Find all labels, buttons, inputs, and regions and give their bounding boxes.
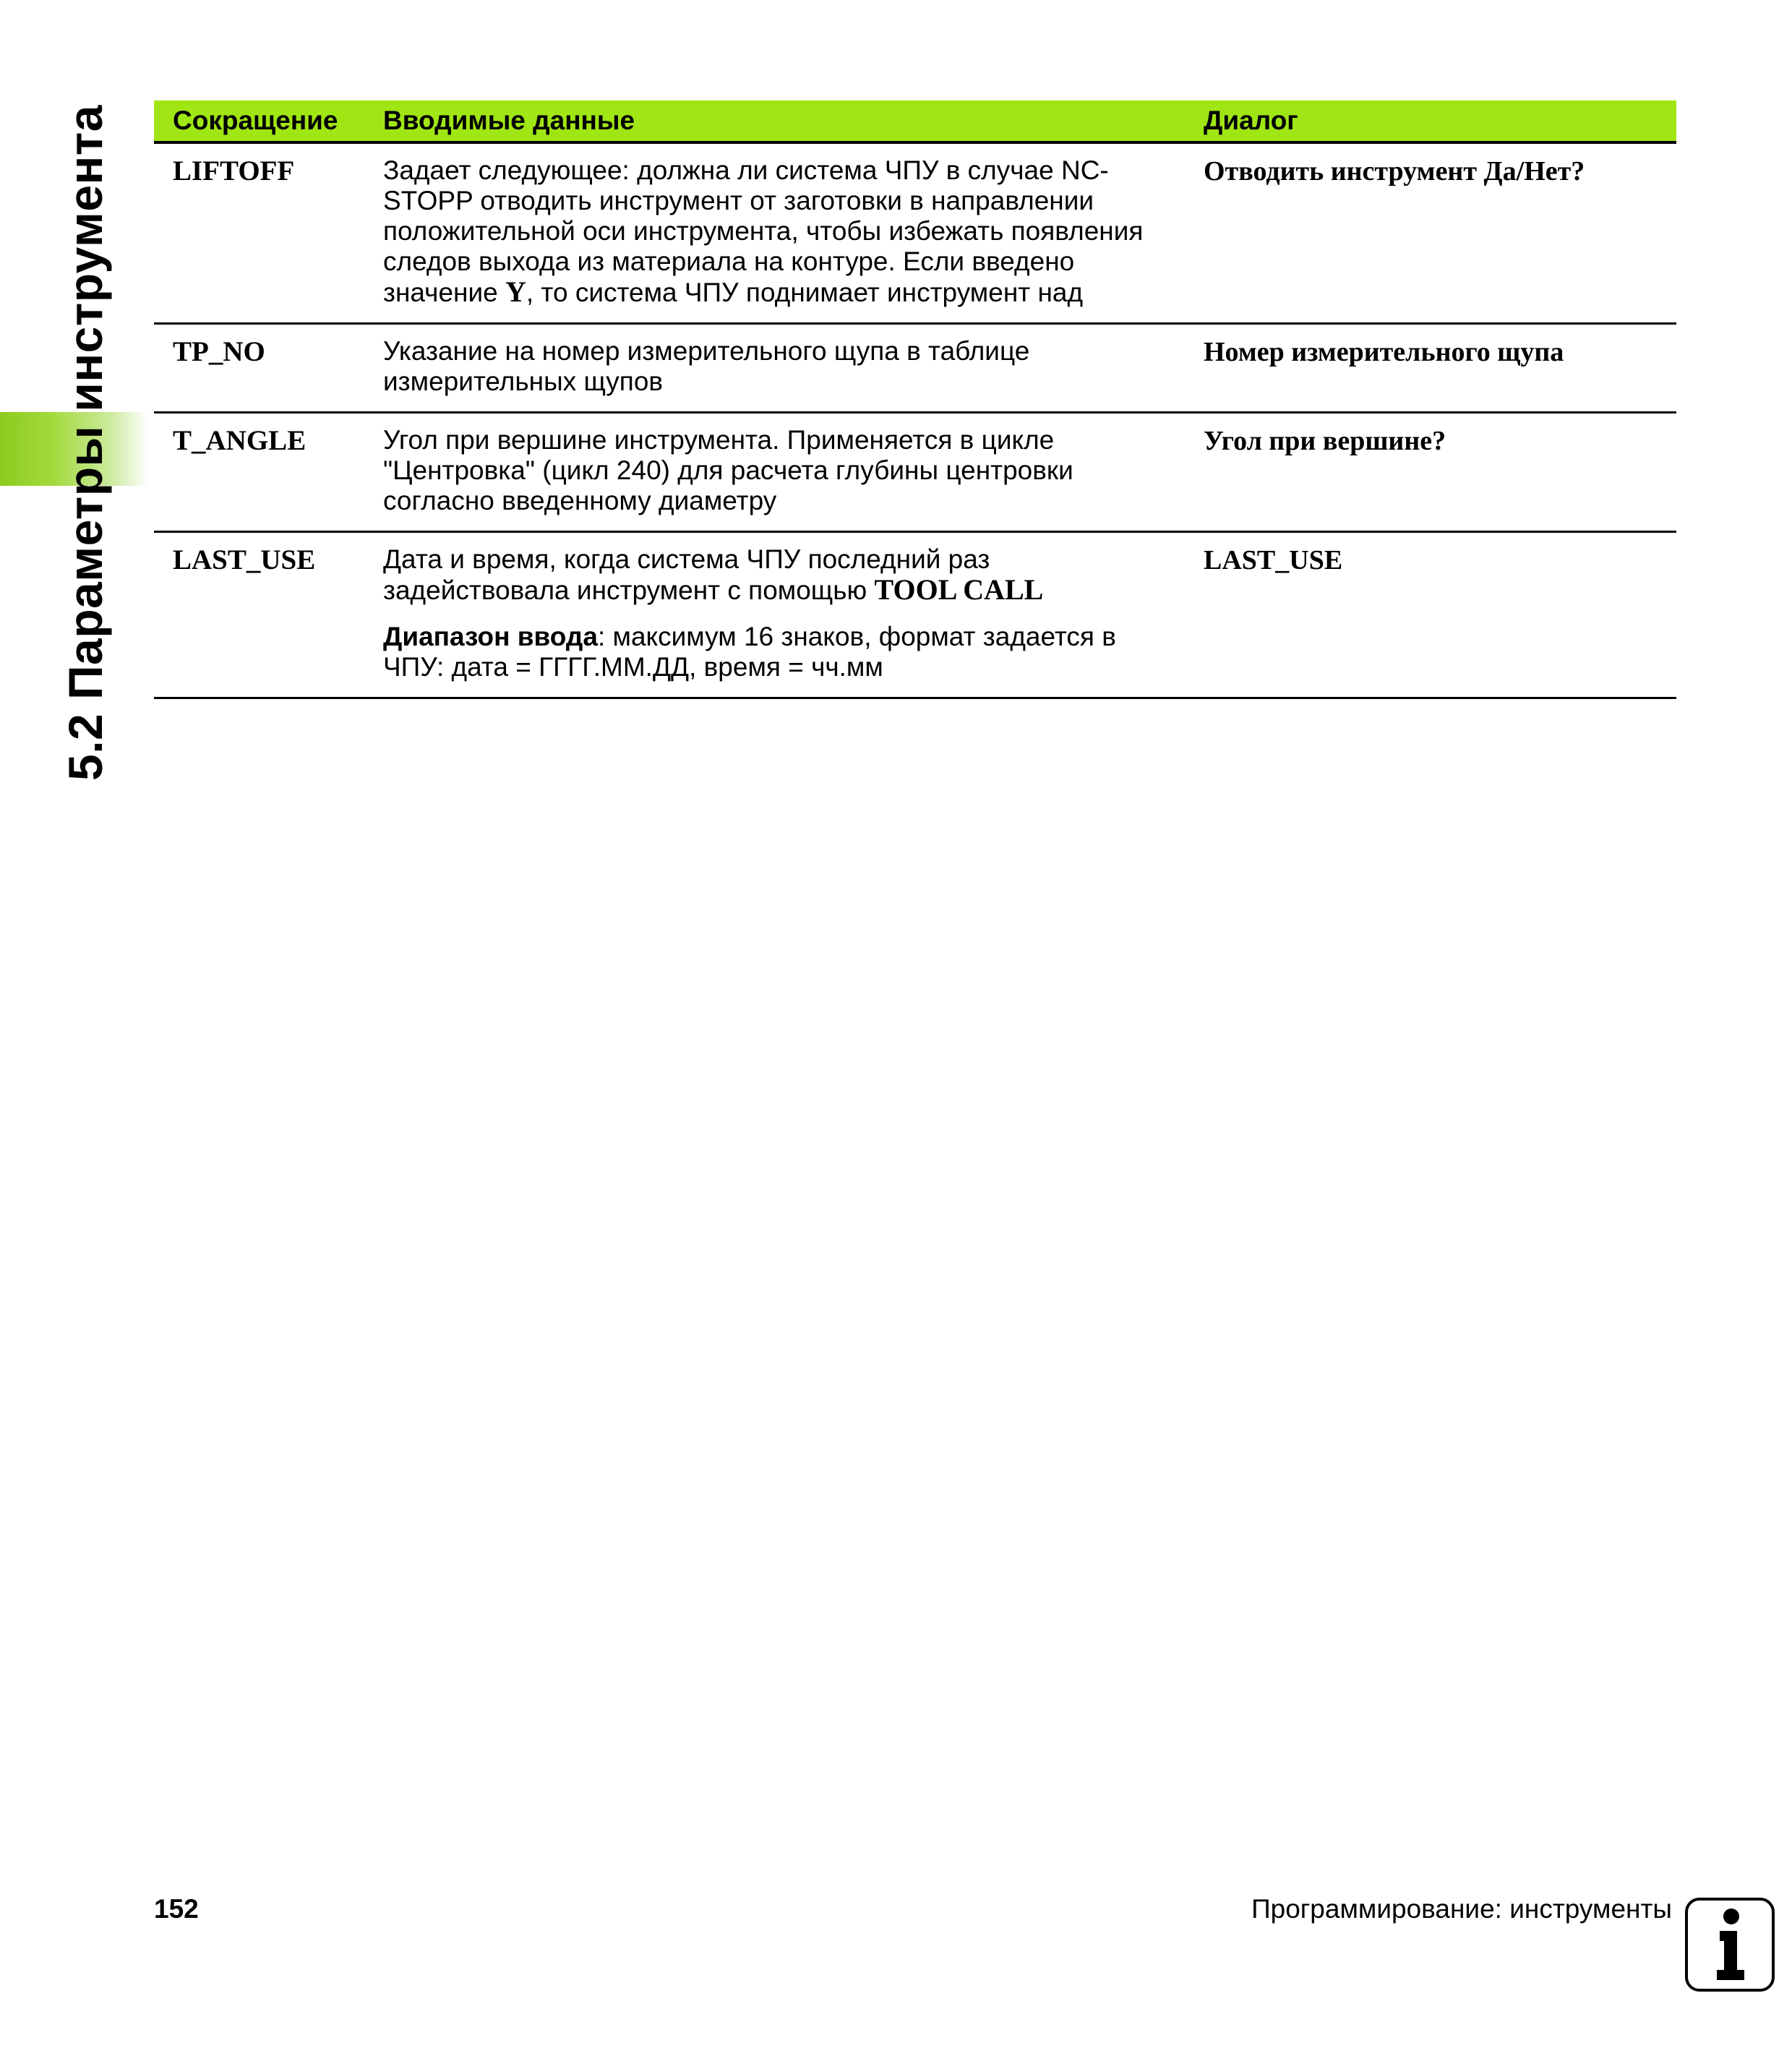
description-text: Задает следующее: должна ли система ЧПУ в случае NC-STOPP отводить инструмент от заготовки в направлении положительной оси инструмента, чтобы избежать появления следов выхода из материала на контуре. Если введено значение xyxy=(383,155,1144,307)
param-dialog: LAST_USE xyxy=(1188,532,1676,698)
column-header-dialog: Диалог xyxy=(1188,100,1676,142)
chapter-title: 5.2 Параметры инструмента xyxy=(59,105,112,781)
footer-title: Программирование: инструменты xyxy=(1251,1894,1672,1924)
page-number: 152 xyxy=(154,1894,199,1924)
param-description xyxy=(367,532,1188,698)
param-abbreviation: LIFTOFF xyxy=(154,142,367,324)
table-row xyxy=(154,324,1676,413)
input-range-label: Диапазон ввода xyxy=(383,622,598,651)
value-keyword: Y xyxy=(505,275,526,308)
param-dialog: Номер измерительного щупа xyxy=(1188,324,1676,413)
tool-parameters-table xyxy=(154,100,1676,699)
column-header-abbreviation: Сокращение xyxy=(154,100,367,142)
param-abbreviation: LAST_USE xyxy=(154,532,367,698)
column-header-input: Вводимые данные xyxy=(367,100,1188,142)
param-abbreviation: T_ANGLE xyxy=(154,413,367,532)
param-description: Указание на номер измерительного щупа в таблице измерительных щупов xyxy=(367,324,1188,413)
description-paragraph xyxy=(383,544,1173,606)
table-header-row xyxy=(154,100,1676,142)
info-glyph xyxy=(1688,1901,1772,1989)
command-keyword: TOOL CALL xyxy=(874,573,1044,606)
param-abbreviation: TP_NO xyxy=(154,324,367,413)
input-range-text: : максимум 16 знаков, формат задается в ЧПУ: дата = ГГГГ.ММ.ДД, время = чч.мм xyxy=(383,622,1116,682)
param-description: Угол при вершине инструмента. Применяется в цикле "Центровка" (цикл 240) для расчета глубины центровки согласно введенному диаметру xyxy=(367,413,1188,532)
param-dialog: Отводить инструмент Да/Нет? xyxy=(1188,142,1676,324)
description-text: , то система ЧПУ поднимает инструмент над xyxy=(526,278,1084,307)
table-row xyxy=(154,142,1676,324)
param-dialog: Угол при вершине? xyxy=(1188,413,1676,532)
table-row xyxy=(154,413,1676,532)
table-row xyxy=(154,532,1676,698)
input-range-paragraph xyxy=(383,622,1173,682)
param-description xyxy=(367,142,1188,324)
description-text: Дата и время, когда система ЧПУ последний раз задействовала инструмент с помощью xyxy=(383,544,990,605)
info-icon xyxy=(1685,1898,1775,1992)
